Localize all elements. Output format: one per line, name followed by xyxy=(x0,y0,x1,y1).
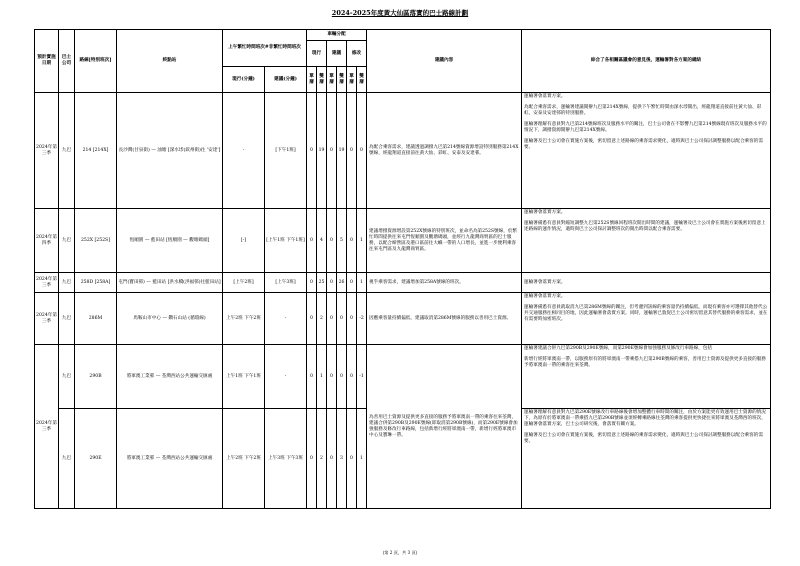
cell-route: 290B xyxy=(75,345,117,409)
header-fleet-current: 現行 xyxy=(307,41,327,67)
cell-current-single: 0 xyxy=(307,273,317,293)
cell-change-double: -2 xyxy=(357,293,367,345)
header-double: 雙層 xyxy=(357,67,367,93)
views-paragraph: 運輸署及巴士公司會在實施方案後，密切留意上述路線的乘客需求變化，適時與巴士公司探討調整服務以配合乘客的需要。 xyxy=(524,139,763,150)
views-paragraph: 為配合乘客需求，運輸署建議開辦九巴第214X號線，提供下午繁忙時間由深水埗開出，經龍翔道直接前往黃大仙、彩虹、安泰及安達邨的特別服務。 xyxy=(524,105,762,116)
header-fleet-change: 修改 xyxy=(347,41,367,67)
cell-current-single: 0 xyxy=(307,345,317,409)
cell-company: 九巴 xyxy=(59,293,75,345)
cell-year: 2024年第四季 xyxy=(35,209,59,273)
cell-views xyxy=(522,273,771,293)
table-row xyxy=(35,345,771,409)
cell-current-double: 4 xyxy=(317,209,327,273)
cell-change-single: 0 xyxy=(347,209,357,273)
cell-current: 上午2班 下午2班 xyxy=(223,293,265,345)
cell-proposed-double: 26 xyxy=(337,273,347,293)
cell-proposed: [下午1班] xyxy=(265,93,307,209)
views-paragraph: 運輸署會落實方案。 xyxy=(524,294,566,299)
cell-terminus: 屯門(寶田邨) — 藍田站 [洪水橋(洪福邨)往藍田站] xyxy=(117,273,223,293)
cell-proposed: [上午3班] xyxy=(265,273,307,293)
cell-proposed-double: 3 xyxy=(337,409,347,509)
header-details: 建議內容 xyxy=(367,30,522,93)
cell-proposed-single: 0 xyxy=(327,93,337,209)
table-row xyxy=(35,273,771,293)
cell-proposed: 上午3班 下午3班 xyxy=(265,409,307,509)
header-double: 雙層 xyxy=(337,67,347,93)
header-double: 雙層 xyxy=(317,67,327,93)
cell-change-single: 0 xyxy=(347,345,357,409)
header-fleet: 車輛分配 xyxy=(307,30,367,41)
header-terminus: 終點站 xyxy=(117,30,223,93)
cell-proposed: - xyxy=(265,293,307,345)
table-row xyxy=(35,209,771,273)
cell-current-single: 0 xyxy=(307,409,317,509)
cell-current-double: 19 xyxy=(317,93,327,209)
cell-current-double: 2 xyxy=(317,409,327,509)
cell-year: 2024年第三季 xyxy=(35,345,59,509)
cell-route: 286M xyxy=(75,293,117,345)
cell-views xyxy=(522,93,771,209)
cell-views xyxy=(522,345,771,409)
page-title: 2024-2025年度黃大仙區落實的巴士路線計劃 xyxy=(331,9,469,17)
header-current: 現行(分鐘) xyxy=(223,67,265,93)
cell-route: 214 [214X] xyxy=(75,93,117,209)
cell-proposed-single: 0 xyxy=(327,273,337,293)
cell-proposed-double: 0 xyxy=(337,293,347,345)
cell-proposed-double: 0 xyxy=(337,345,347,409)
cell-current: [-] xyxy=(223,209,265,273)
cell-proposed: - xyxy=(265,345,307,409)
header-single: 單層 xyxy=(347,67,357,93)
views-paragraph: 運輸署會落實方案。 xyxy=(524,210,566,215)
cell-current: [上午2班] xyxy=(223,273,265,293)
cell-route: 252X [252S] xyxy=(75,209,117,273)
views-paragraph: 運輸署及巴士公司會在實施方案後，密切留意上述路線的乘客需求變化，適時與巴士公司探討調整服務以配合乘客的需要。 xyxy=(524,433,763,444)
cell-terminus: 馬鞍山市中心 — 鑽石山站 (循環線) xyxy=(117,293,223,345)
cell-proposed: [上午1班 下午1班] xyxy=(265,209,307,273)
header-route: 路線[特別班次] xyxy=(75,30,117,93)
cell-company: 九巴 xyxy=(59,93,75,209)
views-paragraph: 運輸署理解有意員對九巴第290E號線改行車路線後會增加整體行車時間的關注，由於方案能更有效運用巴士資源的情況下，為原有於將軍澳南一帶乘搭九巴第290B號線並須經轉乘路線往荃灣的乘客提供更快捷往來將軍澳及荃灣西的班次，運輸署會落實方案，巴士公司研究後，會落實有關方案。 xyxy=(524,410,766,427)
views-paragraph: 運輸署會落實方案。 xyxy=(524,279,566,285)
cell-change-double: 1 xyxy=(357,409,367,509)
cell-current: - xyxy=(223,93,265,209)
cell-change-single: 0 xyxy=(347,273,357,293)
cell-change-single: 0 xyxy=(347,93,357,209)
cell-company: 九巴 xyxy=(59,409,75,509)
cell-change-double: 1 xyxy=(357,273,367,293)
header-single: 單層 xyxy=(307,67,317,93)
header-single: 單層 xyxy=(327,67,337,93)
cell-proposed-single: 0 xyxy=(327,209,337,273)
views-paragraph: 運輸署建議合併九巴第290B及290E號線，而第290E號線會加強服務及修改行車路線，包括 xyxy=(524,346,713,351)
cell-details: 因應乘客量持續偏低，建議取消第286M號線的服務以善用巴士資源。 xyxy=(367,293,522,345)
cell-proposed-double: 5 xyxy=(337,209,347,273)
cell-terminus: 恆順園 — 藍田站 [恆順園 — 觀塘碼頭] xyxy=(117,209,223,273)
cell-company: 九巴 xyxy=(59,273,75,293)
cell-views xyxy=(522,209,771,273)
cell-current: 上午2班 下午2班 xyxy=(223,409,265,509)
cell-views xyxy=(522,409,771,509)
cell-current-double: 25 xyxy=(317,273,327,293)
cell-proposed-single: 0 xyxy=(327,345,337,409)
cell-current-single: 0 xyxy=(307,209,317,273)
views-paragraph: 運輸署會落實方案。 xyxy=(524,94,566,99)
cell-company: 九巴 xyxy=(59,209,75,273)
cell-change-double: 0 xyxy=(357,93,367,209)
cell-details: 視乎乘客需求，建議增加第258A號線的班次。 xyxy=(367,273,522,293)
cell-proposed-single: 0 xyxy=(327,293,337,345)
cell-current-double: 1 xyxy=(317,345,327,409)
cell-company: 九巴 xyxy=(59,345,75,409)
cell-terminus: 將軍澳工業邨 — 荃灣西站公共運輸交匯處 xyxy=(117,409,223,509)
cell-route: 290E xyxy=(75,409,117,509)
cell-terminus: 將軍澳工業邨 — 荃灣西站公共運輸交匯處 xyxy=(117,345,223,409)
header-company: 巴士公司 xyxy=(59,30,75,93)
cell-current: 上午1班 下午1班 xyxy=(223,345,265,409)
cell-proposed-double: 19 xyxy=(337,93,347,209)
header-views: 綜合了各相關區議會的意見後，運輸署對各方案的總結 xyxy=(522,30,771,93)
cell-change-single: 0 xyxy=(347,293,357,345)
cell-details: 為配合乘客需求，建議透過調撥九巴第214號線資源增設特別服務第214X號線，經龍翔道直接前往黃大仙、彩虹、安泰及安達邨。 xyxy=(367,93,522,209)
views-paragraph: 運輸署理解有意員對九巴第214號線班次及服務水平的關注，巴士公司會在不影響九巴第214號線現有班次及服務水平的情況下，調撥資源開辦九巴第214X號線。 xyxy=(524,122,767,133)
header-fleet-proposed: 建議 xyxy=(327,41,347,67)
table-row xyxy=(35,93,771,209)
page-footer: (第 2 頁，共 3 頁) xyxy=(382,550,418,555)
table-row xyxy=(35,293,771,345)
cell-route: 258D [258A] xyxy=(75,273,117,293)
cell-year: 2024年第三季 xyxy=(35,293,59,345)
cell-proposed-single: 0 xyxy=(327,409,337,509)
header-peak-group: 上午繁忙時間班次#非繁忙時間班次 xyxy=(223,30,307,67)
cell-terminus: 長沙灣(甘泉街) — 油塘 [深水埗(欽州街)往 '安達'] xyxy=(117,93,223,209)
cell-year: 2024年第三季 xyxy=(35,273,59,293)
header-proposed: 建議(分鐘) xyxy=(265,67,307,93)
cell-current-single: 0 xyxy=(307,93,317,209)
views-paragraph: 運輸署備悉有意員就取消九巴第286M號線的關注，但考慮到該線的乘客量仍持續偏低，而現有乘客亦可選擇其他替代公共交通服務往相同目的地，因此運輸署會落實方案。同時，運輸署已敦促巴士公司密切留意其替代服務的乘客需求，並在有需要時加密班次。 xyxy=(524,305,768,322)
views-paragraph: 運輸署備悉有意員對縮短調整九巴第252S號線回程班次開出時間的建議，運輸署及巴士公司會在實施方案後密切留意上述路線的運作情況，適時與巴士公司探討調整班次的開出時間以配合乘客需要。 xyxy=(524,221,766,232)
cell-change-single: 0 xyxy=(347,409,357,509)
cell-change-double: -1 xyxy=(357,345,367,409)
header-year: 預計實施日期 xyxy=(35,30,59,93)
cell-current-double: 2 xyxy=(317,293,327,345)
views-paragraph: 新增行經將軍澳南一帶，以服務原有的將軍澳南一帶乘搭九巴第290B號線的乘客，善用巴士資源及提供更多直接的服務予將軍澳南一帶的乘客往來荃灣。 xyxy=(524,357,766,368)
cell-change-double: 1 xyxy=(357,209,367,273)
cell-details: 建議增撥資源增設第252X號線的特別班次，並命名為第252S號線，於繁忙時間提供往來屯門恆順園及觀塘碼頭，並經行九龍灣商貿區的巴士服務，以配合締營區及港口區前往大嶼一帶的人口增長，並進一步便利乘客往來屯門區及九龍灣商貿區。 xyxy=(367,209,522,273)
cell-year: 2024年第三季 xyxy=(35,93,59,209)
bus-route-table xyxy=(34,29,771,509)
cell-current-single: 0 xyxy=(307,293,317,345)
cell-details: 為善用巴士資源及提供更多直接的服務予將軍澳南一帶的乘客往來荃灣，建議合併第290B及290E號線(即取消第290B號線)，而第290E號線會加強服務及修改行車路線，包括新增行經將軍澳南一帶，新增行經將軍澳市中心及寶琳一帶。 xyxy=(367,345,522,509)
cell-views xyxy=(522,293,771,345)
